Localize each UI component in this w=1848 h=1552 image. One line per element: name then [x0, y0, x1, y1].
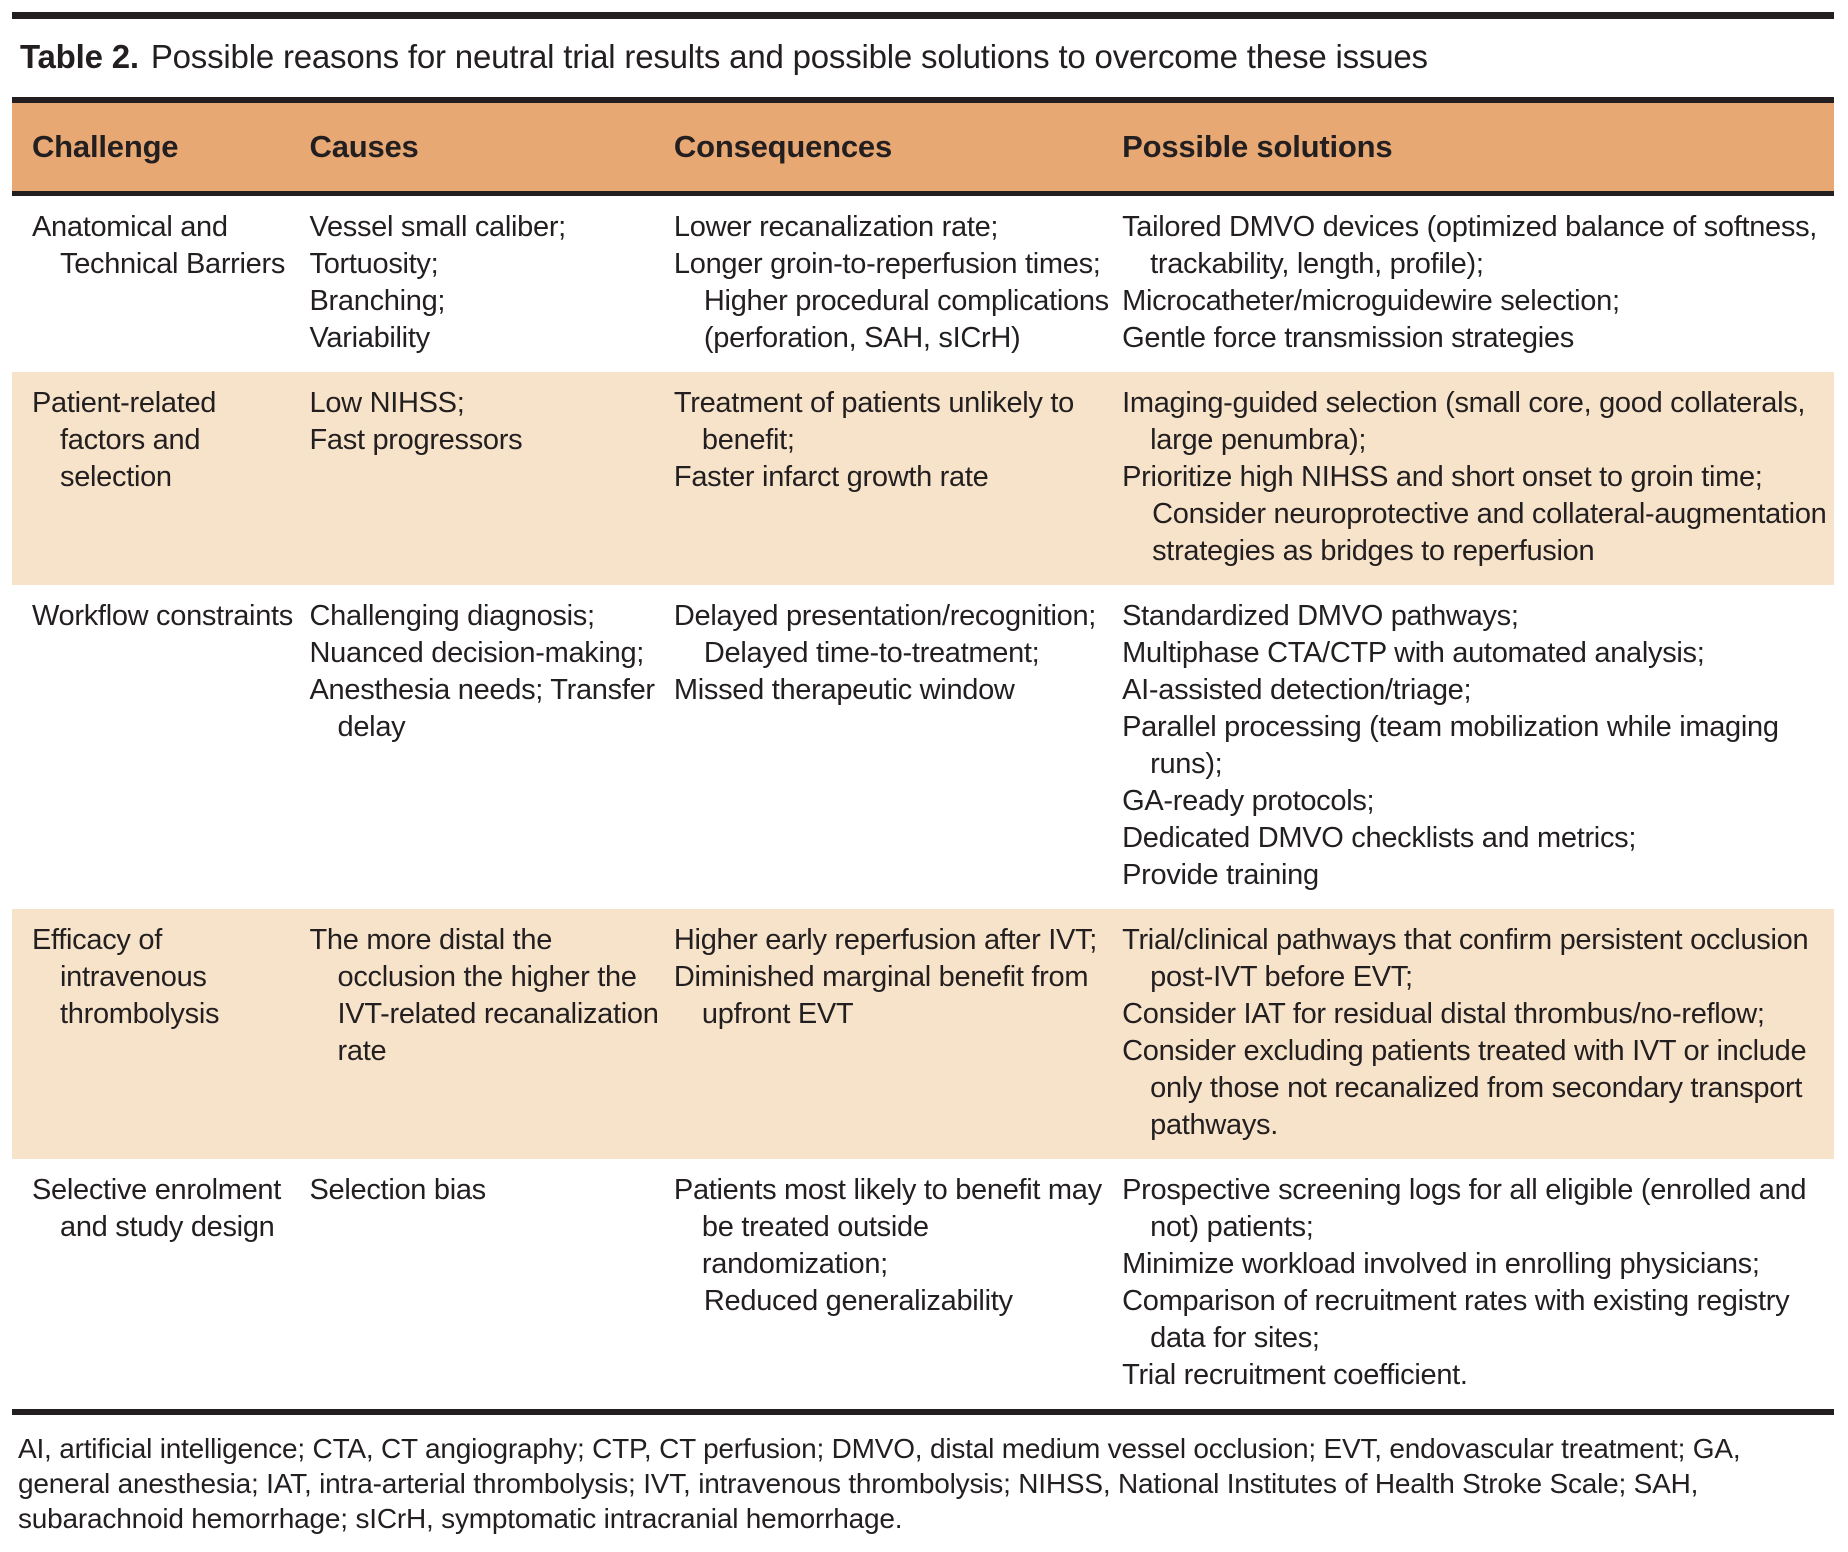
cell-challenge [12, 585, 304, 909]
table-title-label: Table 2. [20, 38, 139, 75]
cell-solutions [1116, 372, 1834, 585]
text-line: Tortuosity; [309, 247, 439, 280]
text-line: GA-ready protocols; [1122, 784, 1375, 817]
text-line: Standardized DMVO pathways; [1122, 599, 1519, 632]
column-header-possible-solutions: Possible solutions [1116, 103, 1834, 194]
table-row [12, 193, 1834, 372]
cell-solutions [1116, 585, 1834, 909]
cell-causes [304, 1159, 668, 1409]
cell-causes [304, 372, 668, 585]
text-line: Faster infarct growth rate [673, 460, 989, 493]
text-line: Delayed presentation/recognition; [673, 599, 1097, 632]
cell-consequences [668, 585, 1116, 909]
cell-causes [304, 909, 668, 1159]
table-body [12, 193, 1834, 1409]
text-line: Higher procedural complications (perforation, SAH, sICrH) [703, 284, 1109, 354]
text-line: Imaging-guided selection (small core, good collaterals, large penumbra); [1122, 386, 1806, 456]
table-header [12, 103, 1834, 194]
cell-consequences [668, 372, 1116, 585]
text-line: Lower recanalization rate; [673, 210, 999, 243]
abbreviations-footnote: AI, artificial intelligence; CTA, CT angiography; CTP, CT perfusion; DMVO, distal medium vessel occlusion; EVT, endovascular treatment; GA, general anesthesia; IAT, intra-arterial thrombolysis; IVT, intravenous thrombolysis; NIHSS, National Institutes of Health Stroke Scale; SAH, subarachnoid hemorrhage; sICrH, symptomatic intracranial hemorrhage. [18, 1432, 1741, 1534]
table-title [12, 19, 1834, 97]
column-header-causes: Causes [304, 103, 668, 194]
text-line: Missed therapeutic window [673, 673, 1015, 706]
text-line: Consider excluding patients treated with IVT or include only those not recanalized from secondary transport pathways. [1122, 1034, 1807, 1141]
text-line: Anesthesia needs; Transfer delay [309, 673, 655, 743]
cell-solutions [1116, 1159, 1834, 1409]
text-line: Low NIHSS; [309, 386, 465, 419]
text-line: Selective enrolment and study design [32, 1173, 281, 1243]
cell-solutions [1116, 193, 1834, 372]
text-line: Higher early reperfusion after IVT; [673, 923, 1097, 956]
cell-causes [304, 585, 668, 909]
header-row [12, 103, 1834, 194]
text-line: Efficacy of intravenous thrombolysis [32, 923, 220, 1030]
text-line: Delayed time-to-treatment; [703, 636, 1040, 669]
text-line: Patients most likely to benefit may be treated outside randomization; [673, 1173, 1102, 1280]
cell-challenge [12, 372, 304, 585]
table-row [12, 909, 1834, 1159]
text-line: Microcatheter/microguidewire selection; [1122, 284, 1620, 317]
text-line: Trial recruitment coefficient. [1122, 1358, 1468, 1391]
text-line: Nuanced decision-making; [309, 636, 645, 669]
cell-causes [304, 193, 668, 372]
text-line: Longer groin-to-reperfusion times; [673, 247, 1101, 280]
cell-challenge [12, 909, 304, 1159]
text-line: Branching; [309, 284, 446, 317]
text-line: Treatment of patients unlikely to benefit; [673, 386, 1074, 456]
text-line: Workflow constraints [32, 599, 293, 632]
text-line: Comparison of recruitment rates with existing registry data for sites; [1122, 1284, 1790, 1354]
text-line: Prioritize high NIHSS and short onset to groin time; [1122, 460, 1763, 493]
text-line: AI-assisted detection/triage; [1122, 673, 1472, 706]
text-line: Challenging diagnosis; [309, 599, 595, 632]
cell-challenge [12, 1159, 304, 1409]
text-line: Variability [309, 321, 430, 354]
text-line: Trial/clinical pathways that confirm persistent occlusion post-IVT before EVT; [1122, 923, 1809, 993]
cell-consequences [668, 1159, 1116, 1409]
table-row [12, 372, 1834, 585]
text-line: Vessel small caliber; [309, 210, 566, 243]
text-line: Tailored DMVO devices (optimized balance of softness, trackability, length, profile); [1122, 210, 1818, 280]
text-line: Gentle force transmission strategies [1122, 321, 1574, 354]
text-line: Anatomical and Technical Barriers [32, 210, 286, 280]
text-line: Prospective screening logs for all eligible (enrolled and not) patients; [1122, 1173, 1807, 1243]
text-line: Provide training [1122, 858, 1319, 891]
table-row [12, 585, 1834, 909]
table-row [12, 1159, 1834, 1409]
text-line: Multiphase CTA/CTP with automated analysis; [1122, 636, 1705, 669]
cell-consequences [668, 193, 1116, 372]
text-line: Diminished marginal benefit from upfront EVT [673, 960, 1089, 1030]
text-line: Reduced generalizability [703, 1284, 1013, 1317]
text-line: Parallel processing (team mobilization while imaging runs); [1122, 710, 1779, 780]
text-line: Patient-related factors and selection [32, 386, 217, 493]
text-line: Consider neuroprotective and collateral-augmentation strategies as bridges to reperfusion [1152, 497, 1827, 567]
top-rule [12, 12, 1834, 19]
text-line: Minimize workload involved in enrolling physicians; [1122, 1247, 1760, 1280]
text-line: The more distal the occlusion the higher the IVT-related recanalization rate [309, 923, 659, 1067]
table-title-text: Possible reasons for neutral trial results and possible solutions to overcome these issues [150, 38, 1428, 75]
text-line: Consider IAT for residual distal thrombus/no-reflow; [1122, 997, 1765, 1030]
cell-solutions [1116, 909, 1834, 1159]
text-line: Dedicated DMVO checklists and metrics; [1122, 821, 1637, 854]
text-line: Fast progressors [309, 423, 523, 456]
text-line: Selection bias [309, 1173, 486, 1206]
cell-challenge [12, 193, 304, 372]
column-header-challenge: Challenge [12, 103, 304, 194]
reasons-solutions-table [12, 103, 1834, 1409]
column-header-consequences: Consequences [668, 103, 1116, 194]
cell-consequences [668, 909, 1116, 1159]
